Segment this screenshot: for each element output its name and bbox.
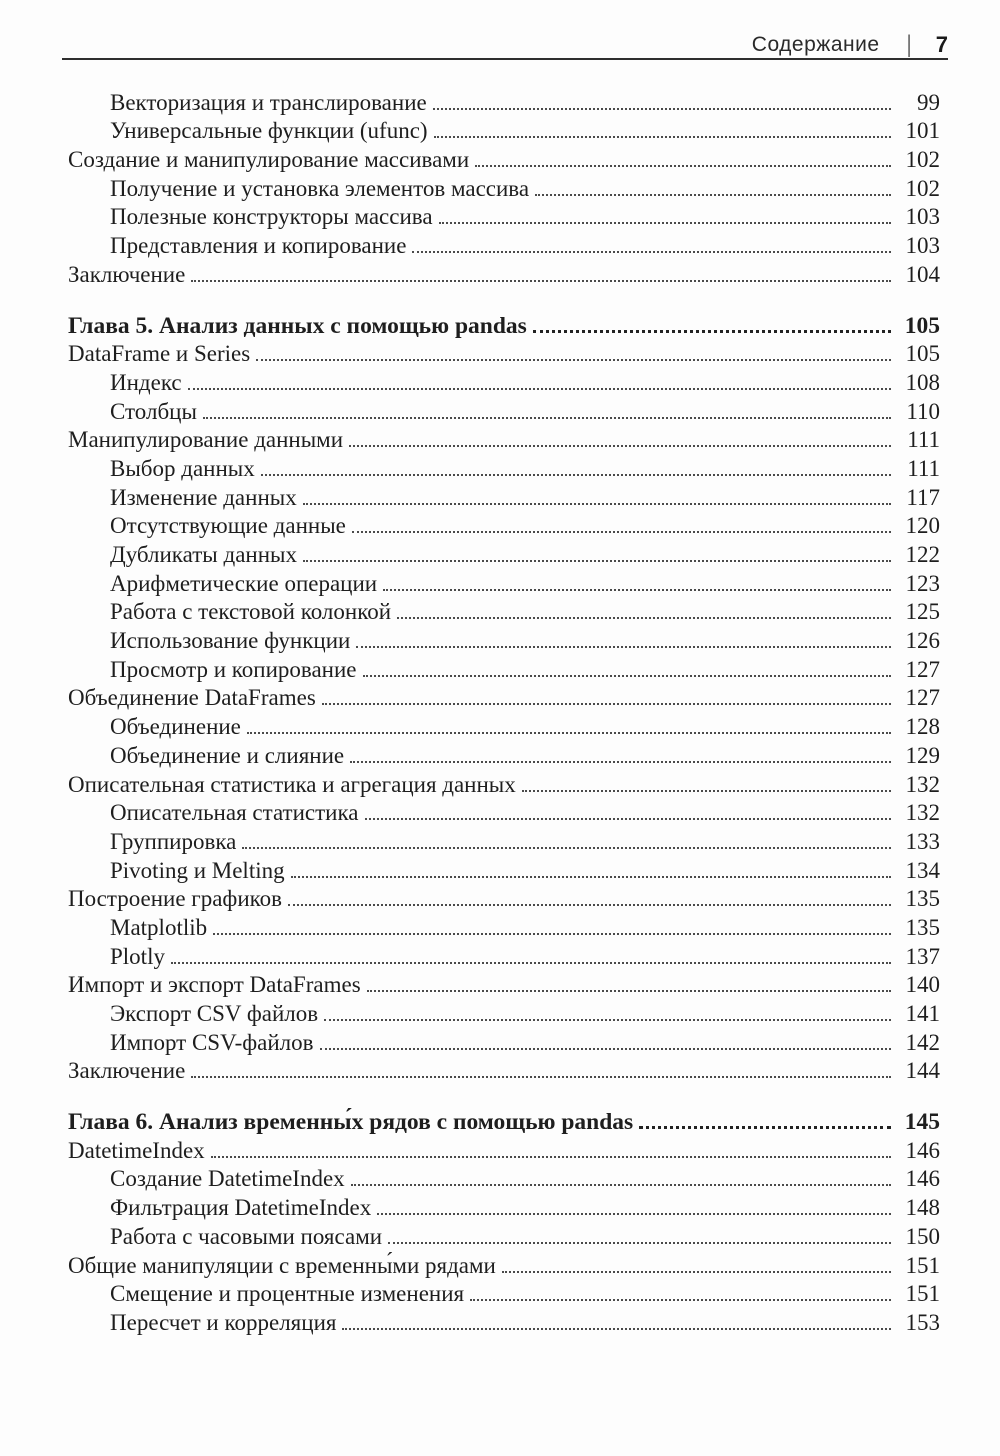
- toc-entry-label: Представления и копирование: [110, 233, 407, 259]
- dot-leader: [439, 222, 891, 224]
- toc-entry-page: 103: [905, 233, 940, 259]
- dot-leader: [433, 108, 891, 110]
- toc-entry: [68, 1106, 940, 1135]
- toc-entry: [68, 1307, 940, 1336]
- dot-leader: [356, 646, 891, 648]
- toc-entry-page: 137: [905, 943, 940, 969]
- dot-leader: [324, 1019, 891, 1021]
- toc-entry-label: Plotly: [110, 943, 165, 969]
- toc-entry-page: 105: [904, 312, 940, 339]
- dot-leader: [288, 904, 891, 906]
- toc-entry-label: Глава 6. Анализ временны́х рядов с помощью pandas: [68, 1109, 634, 1136]
- toc-entry: [68, 1135, 940, 1164]
- toc-entry-page: 120: [905, 513, 940, 539]
- toc-entry-page: 150: [905, 1223, 940, 1249]
- toc-entry: [68, 539, 940, 568]
- toc-list: [68, 87, 940, 1336]
- toc-entry-page: 135: [905, 886, 940, 912]
- toc-entry: [68, 1027, 940, 1056]
- running-header: [752, 31, 948, 59]
- toc-entry: [68, 769, 940, 798]
- toc-entry-page: 102: [905, 175, 940, 201]
- toc-entry: [68, 941, 940, 970]
- toc-entry-label: Заключение: [68, 261, 186, 287]
- dot-leader: [412, 251, 891, 253]
- dot-leader: [639, 1126, 891, 1129]
- dot-leader: [349, 445, 891, 447]
- toc-entry-label: Отсутствующие данные: [110, 513, 346, 539]
- toc-entry: [68, 654, 940, 683]
- dot-leader: [350, 761, 891, 763]
- toc-entry-page: 122: [905, 542, 940, 567]
- dot-leader: [363, 675, 892, 677]
- toc-entry-label: Matplotlib: [110, 914, 208, 940]
- toc-entry-label: Объединение и слияние: [110, 742, 345, 768]
- toc-entry: [68, 970, 940, 999]
- dot-leader: [470, 1299, 891, 1301]
- toc-entry-label: Выбор данных: [110, 455, 255, 481]
- toc-entry-label: Индекс: [110, 369, 182, 395]
- toc-entry-page: 151: [905, 1281, 940, 1307]
- toc-entry-label: Векторизация и транслирование: [110, 89, 427, 115]
- dot-leader: [211, 1156, 891, 1158]
- toc-entry-label: Полезные конструкторы массива: [110, 204, 433, 230]
- header-separator-bar: |: [906, 31, 911, 58]
- toc-entry-page: 146: [905, 1166, 940, 1192]
- toc-entry-label: Описательная статистика: [110, 800, 359, 826]
- toc-entry-label: Столбцы: [110, 398, 197, 424]
- toc-entry-page: 132: [905, 800, 940, 826]
- toc-entry: [68, 453, 940, 482]
- toc-entry: [68, 683, 940, 712]
- toc-entry: [68, 144, 940, 173]
- toc-entry: [68, 597, 940, 626]
- toc-entry-label: Построение графиков: [68, 886, 283, 912]
- dot-leader: [303, 560, 891, 562]
- toc-entry: [68, 425, 940, 454]
- toc-entry-page: 101: [905, 118, 940, 144]
- toc-entry: [68, 396, 940, 425]
- dot-leader: [434, 136, 891, 138]
- toc-entry-label: Фильтрация DatetimeIndex: [110, 1195, 372, 1221]
- dot-leader: [475, 165, 891, 167]
- toc-entry-page: 102: [905, 147, 940, 173]
- toc-entry: [68, 568, 940, 597]
- toc-entry-page: 134: [905, 857, 940, 883]
- toc-entry-page: 129: [905, 742, 940, 768]
- toc-entry-label: Использование функции: [110, 628, 351, 654]
- toc-entry-page: 127: [905, 685, 940, 711]
- toc-entry-page: 142: [905, 1029, 940, 1055]
- toc-entry-label: Создание DatetimeIndex: [110, 1166, 345, 1192]
- dot-leader: [261, 474, 891, 476]
- toc-entry-label: Изменение данных: [110, 484, 297, 510]
- toc-entry-label: Заключение: [68, 1058, 186, 1084]
- dot-leader: [291, 876, 891, 878]
- dot-leader: [320, 1048, 891, 1050]
- toc-entry-label: Смещение и процентные изменения: [110, 1281, 465, 1307]
- toc-entry-label: Общие манипуляции с временны́ми рядами: [68, 1252, 496, 1278]
- toc-entry: [68, 798, 940, 827]
- toc-entry: [68, 826, 940, 855]
- toc-entry-label: Получение и установка элементов массива: [110, 175, 530, 201]
- dot-leader: [213, 933, 891, 935]
- toc-entry-label: Импорт и экспорт DataFrames: [68, 972, 361, 998]
- toc-entry: [68, 1192, 940, 1221]
- toc-entry-page: 141: [905, 1001, 940, 1026]
- toc-entry: [68, 1056, 940, 1085]
- toc-entry: [68, 740, 940, 769]
- dot-leader: [533, 330, 891, 333]
- dot-leader: [256, 359, 891, 361]
- toc-entry: [68, 912, 940, 941]
- dot-leader: [188, 388, 891, 390]
- toc-entry: [68, 711, 940, 740]
- dot-leader: [377, 1213, 891, 1215]
- toc-entry: [68, 482, 940, 511]
- toc-entry: [68, 116, 940, 145]
- dot-leader: [247, 732, 891, 734]
- toc-entry-page: 105: [905, 341, 940, 367]
- toc-entry: [68, 1279, 940, 1308]
- dot-leader: [303, 503, 891, 505]
- dot-leader: [191, 280, 891, 282]
- toc-entry-page: 153: [905, 1309, 940, 1335]
- toc-entry-page: 126: [905, 628, 940, 654]
- toc-entry-page: 148: [905, 1195, 940, 1221]
- toc-entry-page: 103: [905, 204, 940, 230]
- toc-entry-label: Импорт CSV-файлов: [110, 1029, 314, 1055]
- dot-leader: [397, 617, 891, 619]
- toc-entry-label: Работа с текстовой колонкой: [110, 599, 392, 625]
- dot-leader: [342, 1328, 891, 1330]
- toc-entry-label: Арифметические операции: [110, 570, 378, 596]
- toc-entry-page: 108: [905, 369, 940, 395]
- toc-entry-label: Описательная статистика и агрегация данных: [68, 771, 516, 797]
- toc-entry-label: Группировка: [110, 828, 237, 854]
- dot-leader: [171, 962, 891, 964]
- toc-entry-page: 133: [905, 828, 940, 854]
- running-header-title: Содержание: [751, 33, 880, 56]
- toc-entry-label: Глава 5. Анализ данных с помощью pandas: [68, 312, 527, 339]
- toc-entry: [68, 87, 940, 116]
- toc-entry: [68, 173, 940, 202]
- dot-leader: [502, 1271, 891, 1273]
- page-number: 7: [935, 32, 948, 57]
- toc-entry: [68, 511, 940, 540]
- dot-leader: [203, 417, 891, 419]
- toc-entry: [68, 1164, 940, 1193]
- toc-entry: [68, 998, 940, 1027]
- toc-entry-label: Просмотр и копирование: [110, 656, 357, 682]
- toc-entry: [68, 855, 940, 884]
- toc-entry-label: Работа с часовыми поясами: [110, 1223, 383, 1249]
- dot-leader: [365, 818, 891, 820]
- toc-entry-page: 125: [905, 599, 940, 625]
- toc-entry: [68, 884, 940, 913]
- dot-leader: [388, 1242, 891, 1244]
- toc-entry: [68, 202, 940, 231]
- toc-entry-label: Объединение: [110, 714, 241, 740]
- toc-entry-page: 144: [905, 1058, 940, 1084]
- toc-entry-label: Pivoting и Melting: [110, 857, 285, 883]
- toc-entry-label: Объединение DataFrames: [68, 685, 316, 711]
- toc-entry-page: 127: [905, 656, 940, 682]
- toc-entry-label: Манипулирование данными: [68, 427, 344, 453]
- dot-leader: [242, 847, 891, 849]
- header-rule: [62, 58, 948, 60]
- toc-entry-page: 111: [907, 427, 940, 453]
- toc-entry-page: 151: [905, 1252, 940, 1278]
- dot-leader: [367, 990, 891, 992]
- toc-entry-page: 104: [905, 261, 940, 287]
- dot-leader: [322, 703, 891, 705]
- dot-leader: [191, 1076, 891, 1078]
- toc-entry: [68, 259, 940, 288]
- toc-entry-page: 123: [905, 570, 940, 596]
- toc-entry-page: 146: [905, 1137, 940, 1163]
- dot-leader: [522, 790, 891, 792]
- toc-entry-label: DataFrame и Series: [68, 341, 251, 367]
- toc-entry: [68, 1221, 940, 1250]
- toc-entry-label: Дубликаты данных: [110, 542, 297, 567]
- toc-entry-label: Пересчет и корреляция: [110, 1309, 337, 1335]
- toc-entry: [68, 310, 940, 339]
- toc-entry-label: Универсальные функции (ufunc): [110, 118, 428, 144]
- toc-entry-page: 128: [905, 714, 940, 740]
- toc-entry-page: 135: [905, 914, 940, 940]
- toc-entry-label: Экспорт CSV файлов: [110, 1001, 319, 1026]
- toc-entry: [68, 230, 940, 259]
- toc-entry-page: 132: [905, 771, 940, 797]
- toc-entry-label: Создание и манипулирование массивами: [68, 147, 470, 173]
- toc-entry-page: 140: [905, 972, 940, 998]
- toc-entry-page: 145: [904, 1109, 940, 1136]
- dot-leader: [535, 194, 891, 196]
- dot-leader: [351, 1184, 891, 1186]
- toc-entry-page: 111: [907, 455, 940, 481]
- dot-leader: [352, 531, 891, 533]
- toc-entry-page: 117: [906, 484, 940, 510]
- toc-entry-page: 110: [906, 398, 940, 424]
- toc-entry: [68, 367, 940, 396]
- toc-entry: [68, 1250, 940, 1279]
- toc-entry-label: DatetimeIndex: [68, 1137, 205, 1163]
- dot-leader: [383, 589, 891, 591]
- toc-entry: [68, 339, 940, 368]
- toc-entry: [68, 625, 940, 654]
- toc-entry-page: 99: [917, 89, 940, 115]
